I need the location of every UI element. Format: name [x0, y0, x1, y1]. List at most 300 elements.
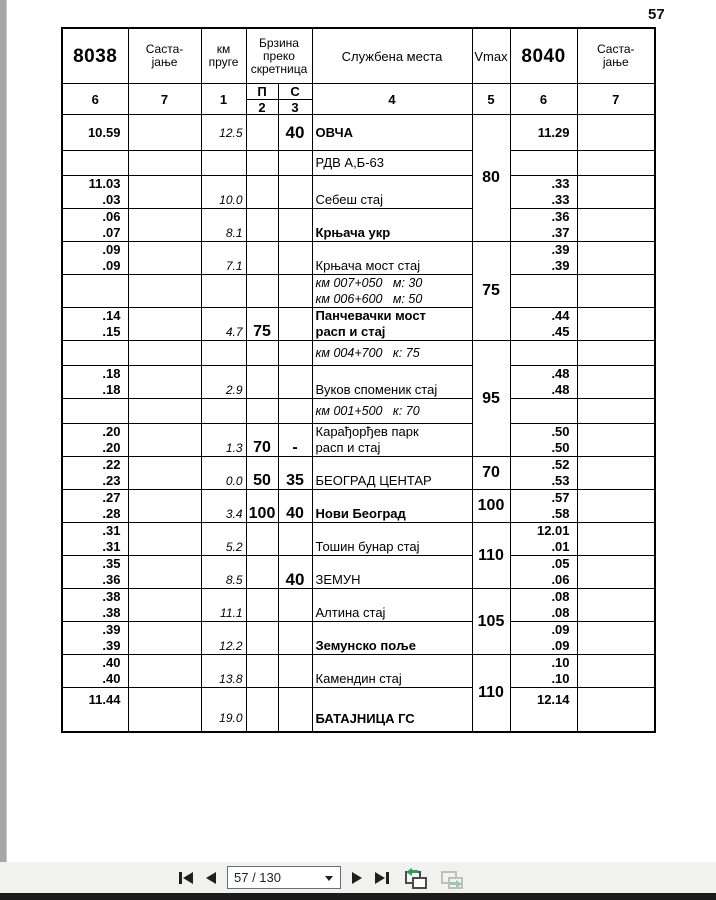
- cell-km: [201, 275, 246, 308]
- cell-station: [312, 556, 472, 589]
- cell-compose-right: [577, 209, 655, 242]
- cell-time-right: [510, 151, 577, 176]
- time-text: .22: [102, 457, 121, 472]
- colnum-7: 7: [128, 84, 201, 115]
- cell-station: [312, 523, 472, 556]
- cell-compose-left: [128, 151, 201, 176]
- cell-compose-right: [577, 242, 655, 275]
- station-text: Вуков споменик стај: [315, 382, 438, 397]
- time-text: 12.14: [536, 692, 570, 708]
- cell-time-left: [62, 424, 128, 457]
- time-text: .39: [551, 242, 570, 257]
- cell-time-left: [62, 688, 128, 732]
- cell-vmax: 95: [472, 341, 510, 457]
- compose-header-right: [577, 28, 655, 84]
- speed-text: 40: [286, 505, 304, 522]
- cell-speed-s: [278, 151, 312, 176]
- cell-km: [201, 655, 246, 688]
- cell-station: [312, 308, 472, 341]
- time-text: .23: [102, 473, 121, 488]
- cell-time-right: [510, 457, 577, 490]
- cell-compose-left: [128, 490, 201, 523]
- table-row: [62, 655, 655, 688]
- cell-km: [201, 242, 246, 275]
- page-navigation-group: [177, 866, 463, 889]
- cell-speed-p: [246, 399, 278, 424]
- bar-icon: [386, 872, 389, 884]
- time-text: .31: [102, 523, 121, 538]
- page-rect-icon: [412, 877, 427, 889]
- cell-time-left: [62, 457, 128, 490]
- cell-compose-left: [128, 242, 201, 275]
- cell-speed-p: [246, 275, 278, 308]
- time-text: .06: [551, 572, 570, 587]
- time-text: .06: [102, 209, 121, 224]
- cell-time-right: [510, 242, 577, 275]
- cell-time-left: [62, 366, 128, 399]
- cell-compose-left: [128, 399, 201, 424]
- cell-compose-right: [577, 115, 655, 151]
- cell-time-right: [510, 556, 577, 589]
- cell-compose-left: [128, 622, 201, 655]
- cell-compose-right: [577, 366, 655, 399]
- skip-to-last-page-icon: [375, 872, 385, 884]
- cell-compose-right: [577, 688, 655, 732]
- cell-compose-left: [128, 556, 201, 589]
- cell-compose-right: [577, 622, 655, 655]
- time-text: 11.29: [537, 124, 570, 140]
- cell-compose-right: [577, 424, 655, 457]
- cell-speed-s: [278, 589, 312, 622]
- speed-text: 75: [253, 323, 271, 340]
- compose-header-right-line2: јање: [602, 55, 629, 69]
- table-row: [62, 176, 655, 209]
- cell-time-left: [62, 242, 128, 275]
- table-row: [62, 209, 655, 242]
- cell-speed-p: [246, 341, 278, 366]
- header-row-labels: [62, 28, 655, 84]
- cell-time-right: [510, 688, 577, 732]
- cell-km: [201, 556, 246, 589]
- stations-header: Службена места: [312, 28, 472, 84]
- train-number-left: 8038: [62, 28, 128, 84]
- cell-vmax: 105: [472, 589, 510, 655]
- colnum-5: 5: [472, 84, 510, 115]
- station-text: Тошин бунар стај: [315, 539, 420, 554]
- cell-km: [201, 366, 246, 399]
- station-text: расп и стај: [315, 440, 381, 455]
- table-row: [62, 490, 655, 523]
- time-text: .57: [551, 490, 570, 505]
- station-text: Панчевачки мост: [315, 308, 426, 323]
- cell-time-left: [62, 490, 128, 523]
- cell-vmax: 70: [472, 457, 510, 490]
- cell-speed-p: [246, 589, 278, 622]
- cell-time-right: [510, 308, 577, 341]
- time-text: .15: [102, 324, 121, 339]
- cell-speed-s: [278, 523, 312, 556]
- cell-vmax: 110: [472, 523, 510, 589]
- previous-view-button[interactable]: [404, 868, 427, 888]
- cell-km: [201, 457, 246, 490]
- cell-compose-right: [577, 523, 655, 556]
- time-text: .45: [551, 324, 570, 339]
- time-text: .44: [551, 308, 570, 323]
- time-text: .05: [551, 556, 570, 571]
- cell-time-right: [510, 115, 577, 151]
- cell-vmax: 100: [472, 490, 510, 523]
- cell-time-left: [62, 275, 128, 308]
- cell-speed-p: [246, 622, 278, 655]
- station-text: Нови Београд: [315, 506, 406, 521]
- table-row: [62, 457, 655, 490]
- cell-note: [312, 341, 472, 366]
- time-text: .48: [551, 382, 570, 397]
- time-text: .09: [551, 622, 570, 637]
- time-text: .03: [102, 192, 121, 207]
- page-number-combobox[interactable]: [227, 866, 341, 889]
- note-text: км 004+700 к: 75: [315, 346, 420, 360]
- table-row: [62, 556, 655, 589]
- cell-km: [201, 490, 246, 523]
- time-text: 11.44: [88, 692, 121, 708]
- time-text: .50: [551, 440, 570, 455]
- cell-time-left: [62, 308, 128, 341]
- next-view-button[interactable]: [440, 868, 463, 888]
- speed-text: 35: [286, 472, 304, 489]
- note-text: км 007+050 м: 30: [315, 276, 423, 290]
- cell-speed-p: [246, 366, 278, 399]
- time-text: .38: [102, 589, 121, 604]
- cell-speed-s: [278, 275, 312, 308]
- cell-vmax: 75: [472, 242, 510, 341]
- cell-speed-p: [246, 523, 278, 556]
- time-text: .09: [102, 258, 121, 273]
- table-row: [62, 275, 655, 308]
- station-text: Камендин стај: [315, 671, 402, 686]
- cell-compose-right: [577, 308, 655, 341]
- cell-station: [312, 424, 472, 457]
- km-text: 12.2: [219, 639, 243, 653]
- cell-station: [312, 176, 472, 209]
- cell-compose-right: [577, 275, 655, 308]
- cell-speed-s: [278, 366, 312, 399]
- time-text: .37: [551, 225, 570, 240]
- time-text: .20: [102, 424, 121, 439]
- cell-compose-right: [577, 589, 655, 622]
- km-text: 19.0: [219, 711, 243, 726]
- green-arrow-right-icon: [450, 880, 462, 888]
- cell-time-left: [62, 209, 128, 242]
- cell-time-right: [510, 622, 577, 655]
- time-text: .08: [551, 589, 570, 604]
- window-bottom-strip: [0, 893, 716, 900]
- pdf-toolbar: [0, 862, 716, 893]
- cell-compose-left: [128, 655, 201, 688]
- cell-time-left: [62, 115, 128, 151]
- table-row: [62, 341, 655, 366]
- cell-compose-left: [128, 457, 201, 490]
- cell-vmax: 80: [472, 115, 510, 242]
- cell-vmax: 110: [472, 655, 510, 732]
- cell-time-left: [62, 341, 128, 366]
- cell-station: [312, 622, 472, 655]
- cell-time-right: [510, 399, 577, 424]
- cell-time-right: [510, 275, 577, 308]
- cell-note: [312, 275, 472, 308]
- cell-speed-s: [278, 424, 312, 457]
- note-text: км 001+500 к: 70: [315, 404, 420, 418]
- table-row: [62, 242, 655, 275]
- time-text: .33: [551, 192, 570, 207]
- km-text: 8.1: [225, 226, 243, 240]
- chevron-down-icon: [325, 876, 333, 881]
- cell-speed-s: [278, 341, 312, 366]
- time-text: .53: [551, 473, 570, 488]
- cell-time-right: [510, 523, 577, 556]
- cell-compose-left: [128, 341, 201, 366]
- cell-speed-s: [278, 655, 312, 688]
- cell-speed-s: [278, 176, 312, 209]
- cell-time-right: [510, 490, 577, 523]
- compose-header-left: [128, 28, 201, 84]
- cell-compose-left: [128, 366, 201, 399]
- station-text: Себеш стај: [315, 192, 383, 207]
- cell-km: [201, 308, 246, 341]
- next-page-button[interactable]: [350, 870, 364, 886]
- cell-km: [201, 622, 246, 655]
- last-page-button[interactable]: [373, 870, 391, 886]
- cell-speed-s: [278, 242, 312, 275]
- cell-km: [201, 341, 246, 366]
- km-header-line1: км: [216, 42, 231, 56]
- train-number-right: 8040: [510, 28, 577, 84]
- cell-station: [312, 490, 472, 523]
- cell-time-right: [510, 341, 577, 366]
- station-text: БАТАЈНИЦА ГС: [315, 711, 415, 727]
- cell-station: [312, 366, 472, 399]
- cell-time-left: [62, 176, 128, 209]
- cell-speed-p: [246, 655, 278, 688]
- cell-time-left: [62, 655, 128, 688]
- note-text: км 006+600 м: 50: [315, 292, 423, 306]
- cell-speed-s: [278, 209, 312, 242]
- time-text: .36: [102, 572, 121, 587]
- time-text: .50: [551, 424, 570, 439]
- time-text: .33: [551, 176, 570, 191]
- table-row: [62, 366, 655, 399]
- window-edge-strip: [0, 0, 7, 862]
- cell-compose-left: [128, 275, 201, 308]
- table-row: [62, 589, 655, 622]
- next-page-icon: [352, 872, 362, 884]
- km-text: 0.0: [225, 474, 243, 488]
- cell-compose-right: [577, 341, 655, 366]
- station-text: расп и стај: [315, 324, 386, 339]
- cell-station: [312, 209, 472, 242]
- colnum-6: 6: [62, 84, 128, 115]
- timetable: [61, 27, 656, 733]
- cell-speed-p: [246, 242, 278, 275]
- table-row: [62, 622, 655, 655]
- speed-text: 40: [285, 122, 305, 142]
- cell-speed-s: [278, 490, 312, 523]
- time-text: .18: [102, 382, 121, 397]
- speed-text: 40: [285, 570, 305, 589]
- time-text: .38: [102, 605, 121, 620]
- vmax-header: Vmax: [472, 28, 510, 84]
- station-text: Земунско поље: [315, 638, 416, 653]
- cell-time-left: [62, 399, 128, 424]
- time-text: .52: [551, 457, 570, 472]
- cell-km: [201, 115, 246, 151]
- cell-speed-s: [278, 399, 312, 424]
- colnum-p-2: [246, 84, 278, 115]
- table-row: [62, 424, 655, 457]
- cell-compose-right: [577, 655, 655, 688]
- cell-speed-p: [246, 209, 278, 242]
- table-row: [62, 308, 655, 341]
- cell-station: [312, 457, 472, 490]
- colnum-3: 3: [291, 100, 299, 115]
- cell-compose-left: [128, 688, 201, 732]
- time-text: .18: [102, 366, 121, 381]
- cell-note: [312, 151, 472, 176]
- cell-compose-left: [128, 176, 201, 209]
- cell-speed-p: [246, 688, 278, 732]
- km-text: 13.8: [219, 672, 243, 686]
- green-arrow-left-icon: [406, 868, 418, 876]
- cell-speed-p: [246, 115, 278, 151]
- cell-compose-right: [577, 151, 655, 176]
- time-text: .10: [551, 655, 570, 670]
- km-text: 7.1: [225, 259, 243, 273]
- cell-speed-p: [246, 176, 278, 209]
- speed-text: -: [292, 439, 298, 456]
- time-text: .28: [102, 506, 121, 521]
- cell-speed-s: [278, 308, 312, 341]
- time-text: .01: [551, 539, 570, 554]
- time-text: .35: [102, 556, 121, 571]
- station-text: Крњача мост стај: [315, 258, 421, 273]
- cell-compose-left: [128, 589, 201, 622]
- cell-speed-p: [246, 490, 278, 523]
- km-text: 4.7: [225, 325, 243, 339]
- cell-time-left: [62, 589, 128, 622]
- km-text: 8.5: [225, 573, 243, 587]
- cell-compose-left: [128, 115, 201, 151]
- station-text: ЗЕМУН: [315, 572, 361, 587]
- cell-compose-left: [128, 209, 201, 242]
- cell-compose-left: [128, 424, 201, 457]
- time-text: .40: [102, 671, 121, 686]
- cell-time-right: [510, 176, 577, 209]
- time-text: .27: [102, 490, 121, 505]
- cell-speed-p: [246, 457, 278, 490]
- previous-page-button[interactable]: [204, 870, 218, 886]
- cell-station: [312, 655, 472, 688]
- cell-station: [312, 115, 472, 151]
- time-text: .40: [102, 655, 121, 670]
- time-text: .39: [102, 638, 121, 653]
- time-text: 12.01: [536, 523, 570, 538]
- table-row: [62, 151, 655, 176]
- station-text: ОВЧА: [315, 124, 354, 140]
- km-text: 1.3: [225, 441, 243, 455]
- compose-header-right-line1: Саста-: [597, 42, 635, 56]
- cell-station: [312, 589, 472, 622]
- km-text: 2.9: [225, 383, 243, 397]
- speed-text: 70: [253, 439, 271, 456]
- printed-page-number: 57: [648, 6, 665, 23]
- cell-speed-s: [278, 556, 312, 589]
- cell-km: [201, 399, 246, 424]
- km-text: 3.4: [225, 507, 243, 521]
- time-text: .09: [102, 242, 121, 257]
- cell-speed-s: [278, 688, 312, 732]
- cell-speed-p: [246, 151, 278, 176]
- cell-station: [312, 242, 472, 275]
- time-text: 11.03: [88, 176, 121, 191]
- cell-time-right: [510, 655, 577, 688]
- cell-speed-p: [246, 556, 278, 589]
- time-text: 10.59: [87, 124, 121, 140]
- cell-km: [201, 688, 246, 732]
- cell-km: [201, 176, 246, 209]
- time-text: .09: [551, 638, 570, 653]
- cell-compose-right: [577, 176, 655, 209]
- cell-note: [312, 399, 472, 424]
- time-text: .58: [551, 506, 570, 521]
- cell-km: [201, 424, 246, 457]
- cell-km: [201, 209, 246, 242]
- triangle-left-icon: [183, 872, 193, 884]
- station-text: Алтина стај: [315, 605, 386, 620]
- cell-km: [201, 589, 246, 622]
- switch-speed-header: [246, 28, 312, 84]
- cell-station: [312, 688, 472, 732]
- colnum-2: 2: [258, 100, 266, 115]
- cell-km: [201, 151, 246, 176]
- km-text: 5.2: [225, 540, 243, 554]
- page-indicator: 57 / 130: [234, 870, 281, 885]
- cell-compose-right: [577, 556, 655, 589]
- cell-speed-p: [246, 308, 278, 341]
- time-text: .36: [551, 209, 570, 224]
- cell-km: [201, 523, 246, 556]
- cell-time-left: [62, 622, 128, 655]
- colnum-6r: 6: [510, 84, 577, 115]
- colnum-7r: 7: [577, 84, 655, 115]
- km-text: 12.5: [219, 125, 243, 140]
- cell-speed-s: [278, 457, 312, 490]
- colnum-s-3: [278, 84, 312, 115]
- time-text: .39: [551, 258, 570, 273]
- cell-compose-left: [128, 308, 201, 341]
- time-text: .20: [102, 440, 121, 455]
- switch-speed-line2: преко: [263, 48, 295, 63]
- km-header: [201, 28, 246, 84]
- cell-speed-p: [246, 424, 278, 457]
- km-header-line2: пруге: [208, 55, 239, 69]
- station-text: Карађорђев парк: [315, 424, 419, 439]
- skip-to-first-page-icon: [179, 872, 182, 884]
- first-page-button[interactable]: [177, 870, 195, 886]
- station-text: БЕОГРАД ЦЕНТАР: [315, 473, 432, 488]
- header-row-numbers: [62, 84, 655, 115]
- time-text: .08: [551, 605, 570, 620]
- p-label: П: [247, 84, 278, 100]
